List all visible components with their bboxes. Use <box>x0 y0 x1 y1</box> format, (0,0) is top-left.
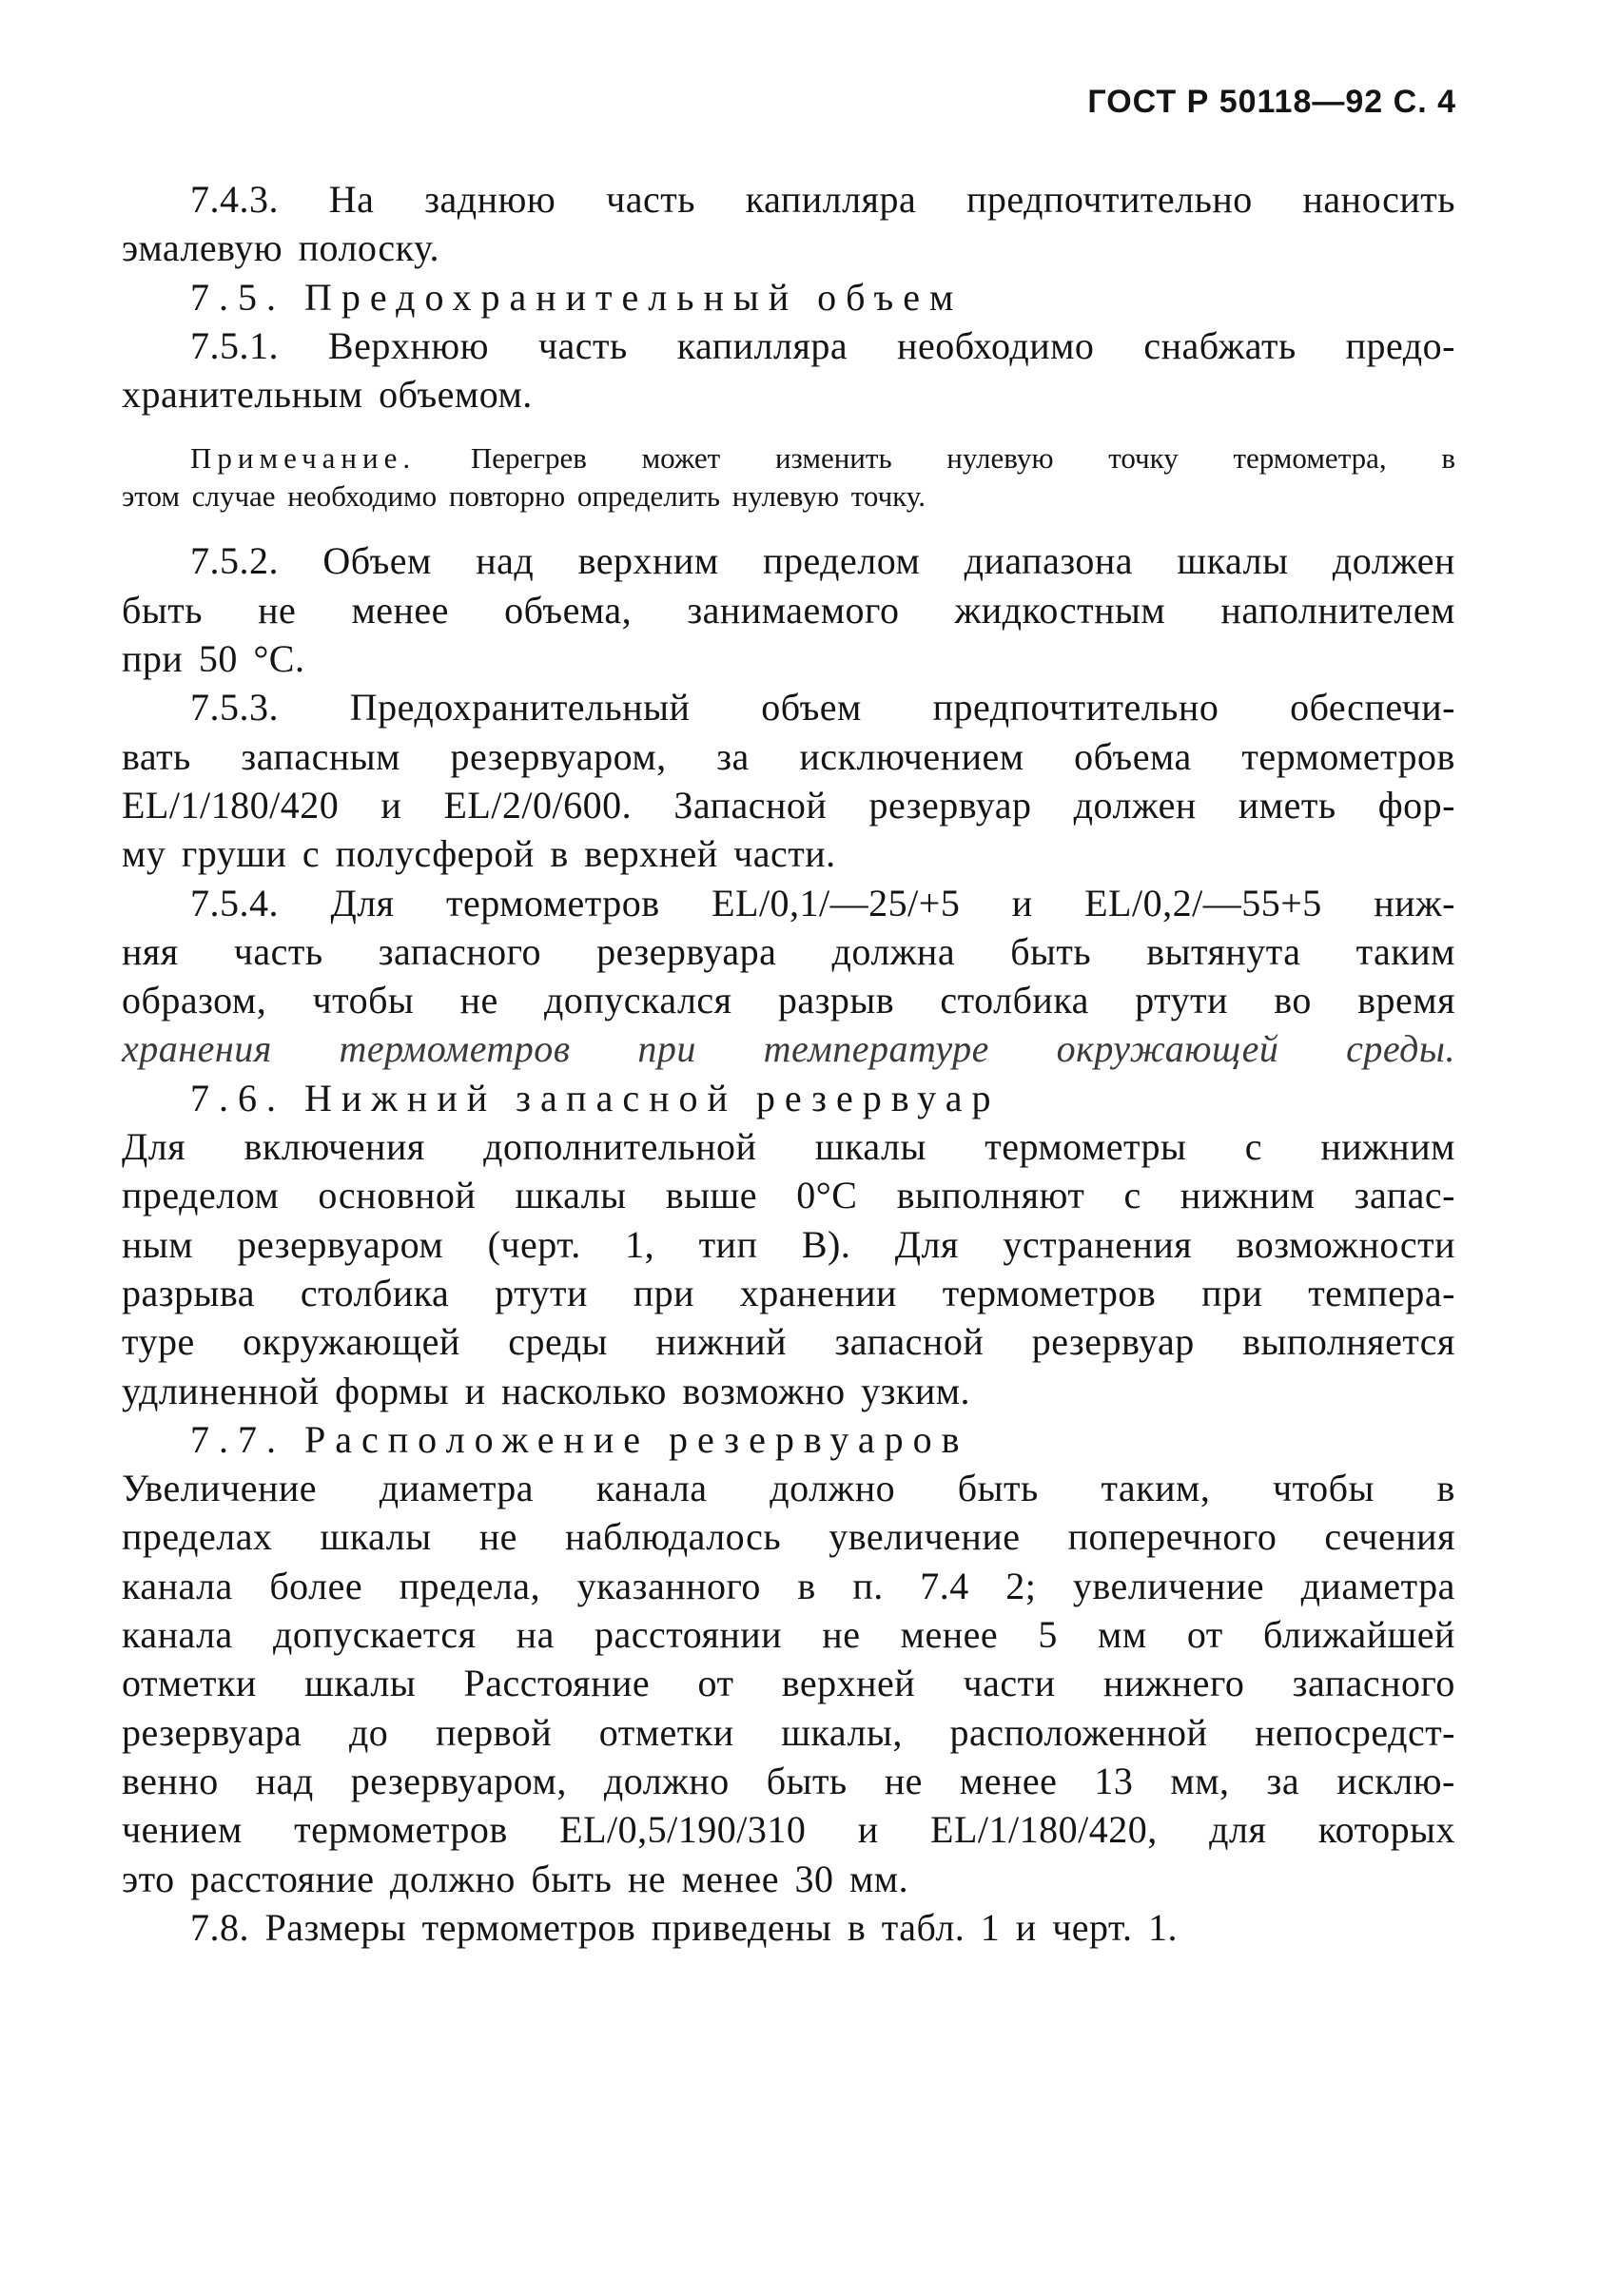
word: устранения <box>1003 1222 1193 1266</box>
word: не <box>822 1613 861 1657</box>
word: чтобы <box>1273 1467 1375 1510</box>
word: заднюю <box>424 178 556 221</box>
word: эмалевую полоску. <box>122 226 440 270</box>
text-line <box>122 586 1455 634</box>
text-line <box>122 634 1455 683</box>
word: пределах <box>122 1515 273 1559</box>
word: допускается <box>273 1613 477 1657</box>
text-line <box>122 1171 1455 1219</box>
paragraph-7-7 <box>122 1464 1455 1903</box>
text-line <box>122 683 1455 731</box>
word: Предохранительный <box>349 686 691 730</box>
word: EL/1/180/420, <box>930 1808 1158 1852</box>
word: поперечного <box>1067 1515 1277 1559</box>
word: менее <box>351 588 449 632</box>
word: включения <box>244 1125 425 1169</box>
word: тип <box>698 1222 758 1266</box>
word: мм <box>1098 1613 1147 1657</box>
paragraph-7-5-4 <box>122 879 1455 1074</box>
word: необходимо <box>897 323 1095 367</box>
word: предпочтительно <box>932 686 1219 730</box>
word: 2; <box>1005 1564 1037 1607</box>
word: запасным <box>241 734 400 778</box>
word: первой <box>435 1710 553 1754</box>
word: резервуар <box>868 783 1032 827</box>
word: запасного <box>1292 1662 1455 1705</box>
word: столбика <box>940 979 1089 1022</box>
text-line <box>122 732 1455 781</box>
text-line <box>122 1464 1455 1512</box>
word: нижнего <box>1102 1662 1245 1705</box>
word: таким <box>1355 929 1455 973</box>
text-line <box>122 1757 1455 1805</box>
word: капилляра <box>745 178 917 221</box>
word: точку <box>1108 441 1179 476</box>
word: EL/0,2/—55+5 <box>1084 881 1322 924</box>
note-label: Примечание. <box>190 441 417 476</box>
page-header: ГОСТ Р 50118—92 С. 4 <box>1087 84 1456 120</box>
word: быть <box>766 1759 848 1802</box>
word: шкалы <box>814 1125 926 1169</box>
word: над <box>255 1759 314 1802</box>
word: диаметра <box>379 1467 535 1510</box>
text-line <box>122 927 1455 976</box>
word: вать <box>122 734 191 778</box>
word: предо- <box>1345 323 1455 367</box>
word: резервуаром <box>237 1222 444 1266</box>
word: не <box>478 1515 517 1559</box>
word: может <box>641 441 721 476</box>
word: 7.5.4. <box>190 881 279 924</box>
word: нижний <box>655 1320 788 1364</box>
word: сечения <box>1324 1515 1455 1559</box>
word: термометра, <box>1233 441 1387 476</box>
note-line <box>122 439 1455 477</box>
word: часть <box>233 929 323 973</box>
word: время <box>1357 979 1455 1022</box>
word: дополнительной <box>483 1125 757 1169</box>
word: температуре <box>763 1027 989 1071</box>
word: наполнителем <box>1220 588 1455 632</box>
word: термометров <box>1241 734 1455 778</box>
word: термометры <box>985 1125 1187 1169</box>
word: расположенной <box>949 1710 1208 1754</box>
word: диаметра <box>1300 1564 1455 1607</box>
word: предела, <box>399 1564 541 1607</box>
word: резервуар <box>1031 1320 1195 1364</box>
word: быть <box>957 1467 1039 1510</box>
word: это расстояние должно быть не менее 30 мм. <box>122 1857 909 1900</box>
word: запасного <box>378 929 542 973</box>
text-line <box>122 1659 1455 1707</box>
paragraph-7-5-1 <box>122 321 1455 419</box>
word: термометров <box>294 1808 508 1852</box>
word: ртути <box>1135 979 1228 1022</box>
text-line <box>122 1512 1455 1561</box>
word: во <box>1274 979 1312 1022</box>
word: выше <box>665 1174 758 1217</box>
word: капилляра <box>676 323 848 367</box>
word: изменить <box>774 441 892 476</box>
word: ниж- <box>1374 881 1455 924</box>
word: должен <box>1332 539 1455 583</box>
text-line <box>122 1805 1455 1854</box>
word: резервуара <box>596 929 777 973</box>
word: исключением <box>799 734 1024 778</box>
word: с <box>1244 1125 1262 1169</box>
word: до <box>348 1710 389 1754</box>
word: за <box>716 734 750 778</box>
text-line <box>122 1708 1455 1757</box>
word: при 50 °С. <box>122 637 305 681</box>
word: часть <box>537 323 628 367</box>
word: и <box>857 1808 879 1852</box>
word: от <box>697 1662 734 1705</box>
word: расстоянии <box>595 1613 783 1657</box>
word: EL/0,5/190/310 <box>559 1808 807 1852</box>
document-body <box>122 175 1455 1952</box>
word: пределом <box>122 1174 280 1217</box>
paragraph-7-8: 7.8. Размеры термометров приведены в табл. 1 и черт. 1. <box>190 1905 1179 1949</box>
word: таким, <box>1101 1467 1211 1510</box>
word: Верхнюю <box>327 323 490 367</box>
word: быть <box>122 588 203 632</box>
text-line <box>122 224 1455 272</box>
word: верхним <box>577 539 719 583</box>
word: не <box>884 1759 923 1802</box>
word: чением <box>122 1808 243 1852</box>
word: нижним <box>1180 1174 1316 1217</box>
word: образом, <box>122 979 267 1022</box>
word: шкалы, <box>781 1710 903 1754</box>
word: указанного <box>576 1564 761 1607</box>
word: основной <box>318 1174 477 1217</box>
word: столбика <box>300 1271 450 1314</box>
word: Для <box>330 881 395 924</box>
text-line <box>122 1610 1455 1659</box>
word: В). <box>801 1222 851 1266</box>
word: 7.4 <box>920 1564 969 1607</box>
word: шкалы <box>304 1662 417 1705</box>
word: пределом <box>763 539 921 583</box>
word: EL/2/0/600. <box>443 783 633 827</box>
word: 7.5.1. <box>190 323 279 367</box>
word: наносить <box>1302 178 1455 221</box>
text-line <box>122 1220 1455 1269</box>
word: исклю- <box>1336 1759 1455 1802</box>
word: запас- <box>1354 1174 1455 1217</box>
word: 5 <box>1038 1613 1058 1657</box>
word: увеличение <box>829 1515 1021 1559</box>
word: хранении <box>739 1271 897 1314</box>
word: в <box>1441 441 1455 476</box>
word: менее <box>900 1613 999 1657</box>
word: на <box>516 1613 555 1657</box>
word: На <box>328 178 375 221</box>
word: разрыв <box>777 979 895 1022</box>
word: части <box>963 1662 1056 1705</box>
word: иметь <box>1238 783 1336 827</box>
text-line <box>122 175 1455 224</box>
word: обеспечи- <box>1290 686 1455 730</box>
word: увеличение <box>1072 1564 1265 1607</box>
word: в <box>797 1564 816 1607</box>
word: Перегрев <box>470 441 587 476</box>
word: канала <box>595 1467 708 1510</box>
word: за <box>1266 1759 1300 1802</box>
text-line <box>122 1122 1455 1171</box>
word: менее <box>959 1759 1058 1802</box>
note-block <box>122 439 1455 516</box>
word: окружающей <box>1056 1027 1279 1071</box>
word: выполняют <box>896 1174 1085 1217</box>
word: термометров <box>942 1271 1157 1314</box>
word: возможности <box>1236 1222 1455 1266</box>
word: Для <box>894 1222 959 1266</box>
word: при <box>637 1027 696 1071</box>
paragraph-7-5-3 <box>122 683 1455 878</box>
text-line <box>122 1855 1455 1903</box>
word: при <box>633 1271 694 1314</box>
word: объем <box>761 686 862 730</box>
text-line <box>122 829 1455 878</box>
word: канала <box>122 1613 233 1657</box>
word: Увеличение <box>122 1467 318 1510</box>
word: ближайшей <box>1262 1613 1455 1657</box>
word: и <box>380 783 402 827</box>
word: должно <box>603 1759 730 1802</box>
word: нижним <box>1320 1125 1455 1169</box>
word: отметки <box>598 1710 734 1754</box>
word: 13 <box>1094 1759 1134 1802</box>
word: 7.4.3. <box>190 178 279 221</box>
word: резервуара <box>122 1710 302 1754</box>
word: 0°С <box>796 1174 858 1217</box>
word: отметки <box>122 1662 257 1705</box>
word: шкалы <box>515 1174 627 1217</box>
word: в <box>1436 1467 1455 1510</box>
word: часть <box>606 178 695 221</box>
text-line <box>122 321 1455 370</box>
word: этом случае необходимо повторно определить нулевую точку. <box>122 479 926 514</box>
word: няя <box>122 929 179 973</box>
word: хранения <box>122 1027 272 1071</box>
paragraph-7-6 <box>122 1122 1455 1415</box>
word: шкалы <box>1177 539 1289 583</box>
word: которых <box>1317 1808 1455 1852</box>
paragraph-7-4-3 <box>122 175 1455 273</box>
word: шкалы <box>320 1515 432 1559</box>
word: для <box>1209 1808 1267 1852</box>
word: верхней <box>781 1662 916 1705</box>
word: Запасной <box>673 783 828 827</box>
word: EL/1/180/420 <box>122 783 340 827</box>
note-line <box>122 477 1455 516</box>
word: и <box>1011 881 1033 924</box>
word: диапазона <box>964 539 1134 583</box>
word: ным <box>122 1222 194 1266</box>
word: занимаемого <box>687 588 900 632</box>
word: среды. <box>1346 1027 1455 1071</box>
text-line <box>122 781 1455 829</box>
word: резервуаром, <box>450 734 667 778</box>
word: канала <box>122 1564 233 1607</box>
word: с <box>1123 1174 1141 1217</box>
word: выполняется <box>1242 1320 1455 1364</box>
word: хранительным объемом. <box>122 373 533 417</box>
word: п. <box>852 1564 884 1607</box>
word: EL/0,1/—25/+5 <box>712 881 961 924</box>
word: Расстояние <box>463 1662 651 1705</box>
word: венно <box>122 1759 219 1802</box>
word: вытянута <box>1146 929 1301 973</box>
word: (черт. <box>487 1222 581 1266</box>
word: от <box>1186 1613 1223 1657</box>
word: мм, <box>1170 1759 1230 1802</box>
section-heading-7-7: 7.7. Расположение резервуаров <box>190 1417 969 1461</box>
text-line <box>122 1269 1455 1317</box>
word: нулевую <box>946 441 1054 476</box>
word: Для <box>122 1125 186 1169</box>
word: объема <box>1074 734 1192 778</box>
text-line <box>122 1562 1455 1610</box>
word: не <box>258 588 297 632</box>
word: более <box>269 1564 363 1607</box>
word: темпера- <box>1308 1271 1455 1314</box>
word: разрыва <box>122 1271 256 1314</box>
text-line <box>122 370 1455 418</box>
word: должна <box>831 929 956 973</box>
word: при <box>1201 1271 1263 1314</box>
word: ртути <box>495 1271 588 1314</box>
text-line <box>122 1317 1455 1366</box>
word: 7.5.3. <box>190 686 279 730</box>
word: удлиненной формы и насколько возможно узким. <box>122 1369 971 1412</box>
paragraph-7-5-2 <box>122 536 1455 683</box>
word: над <box>476 539 535 583</box>
word: жидкостным <box>954 588 1166 632</box>
word: резервуаром, <box>350 1759 567 1802</box>
word: му груши с полусферой в верхней части. <box>122 832 836 876</box>
word: термометров <box>446 881 660 924</box>
word: окружающей <box>243 1320 460 1364</box>
word: 1, <box>625 1222 655 1266</box>
word: предпочтительно <box>966 178 1253 221</box>
word: среды <box>508 1320 608 1364</box>
section-heading-7-6: 7.6. Нижний запасной резервуар <box>190 1076 1001 1119</box>
word: 7.5.2. <box>190 539 279 583</box>
word: чтобы <box>312 979 415 1022</box>
word: снабжать <box>1143 323 1297 367</box>
word: наблюдалось <box>564 1515 782 1559</box>
word: Объем <box>322 539 432 583</box>
word: не <box>459 979 498 1022</box>
text-line <box>122 536 1455 585</box>
word: фор- <box>1377 783 1455 827</box>
word: должен <box>1073 783 1197 827</box>
word: туре <box>122 1320 195 1364</box>
text-line <box>122 1367 1455 1415</box>
section-heading-7-5: 7.5. Предохранительный объем <box>190 275 964 319</box>
word: быть <box>1010 929 1092 973</box>
word: непосредст- <box>1255 1710 1455 1754</box>
word: должно <box>770 1467 896 1510</box>
text-line <box>122 1024 1455 1073</box>
text-line <box>122 879 1455 927</box>
word: запасной <box>834 1320 985 1364</box>
word: термометров <box>339 1027 571 1071</box>
text-line <box>122 976 1455 1024</box>
word: допускался <box>544 979 732 1022</box>
word: объема, <box>504 588 633 632</box>
